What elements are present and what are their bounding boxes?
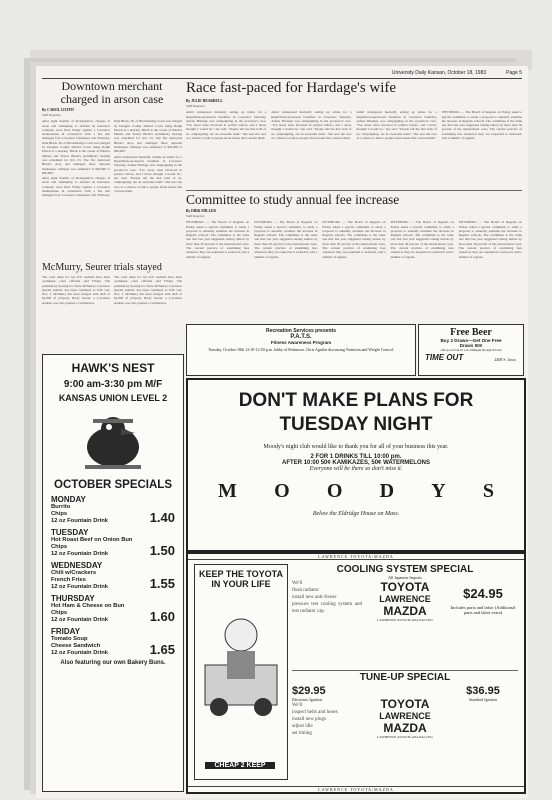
hardage-body: Amid widespread hurriedly setting up tables for a Republican-sponsored breakfast in Lawrence Saturday, Arlene Hardage was campaigning in the governor's race. "I've never been involved in politics before, and I never thought I would be," she said. "People tell me that both of us, campaigning, are an awesome team." She sees the race as a chance to talk to people about issues that concern them. (186, 110, 267, 141)
fee-body-5: PITTSBURG — The Board of Regents on Friday asked a special committee to study a proposal to annually examine the increase in Regents schools. The committee is the same one that last year suggested raising tuition by more than 30 percent of the instructional costs. The current practice of examining fees whenever they are requested is awkward, said a number of regents. (458, 220, 522, 259)
hawks-nest-hours: 9:00 am-3:30 pm M/F (63, 379, 163, 390)
special-price: 1.55 (149, 576, 175, 591)
special-item: 12 oz Fountain Drink (51, 584, 109, 590)
tuneup-address: LAWRENCE AUTO PLAZA 842-2191 (377, 735, 433, 739)
special-item: 12 oz Fountain Drink (51, 551, 109, 557)
specials-title: OCTOBER SPECIALS (54, 479, 172, 491)
cooling-item-3: pressure test cooling system and test radiator cap (292, 602, 362, 614)
arson-body-cont2: Amid widespread hurriedly setting up tables for a Republican-sponsored breakfast in Lawrence Saturday, Arlene Hardage was campaigning in the governor's race. "I've never been involved in politics before, and I never thought I would be," she said. "People tell me that both of us, campaigning, are an awesome team." She sees the race as a chance to talk to people about issues that concern them. (114, 154, 182, 194)
special-day-wednesday (51, 561, 175, 591)
recreation-subtitle: P.A.T.S. (290, 334, 312, 340)
cooling-note: Includes parts and labor (Additional parts and labor extra) (450, 605, 516, 615)
free-beer-ad (418, 324, 524, 376)
tuneup-item-2: install new plugs (292, 717, 326, 722)
cooling-section (292, 564, 518, 668)
special-item: 12 oz Fountain Drink (51, 518, 109, 524)
arson-role: Staff Reporter (42, 113, 61, 117)
moodys-letter: D (379, 480, 395, 502)
arson-body: After eight months of investigation, charges of arson and attempting to defraud an insurance company were filed Friday against a Lawrence businessman in connection with a fire that damaged four Lawrence businesses last February. Dale Black, 36, of Breckinridge Court was charged by Douglas County District Court Judge Ralph Elwell at a hearing. Black is the owner of Black's Marine and Travel. Black's preliminary hearing was scheduled for Oct. 25. The fire destroyed Black's shop and damaged three adjacent businesses. Damage was estimated at $50,000 to $60,000. (42, 119, 110, 175)
arson-byline: By CAROL LICHTI (42, 108, 74, 112)
tuneup-item-0: We'll (292, 703, 303, 708)
special-item: Chili w/Crackers (51, 570, 97, 576)
hardage-role: Staff Reporter (186, 104, 205, 108)
moodys-letter: Y (431, 480, 446, 502)
arson-headline: Downtown merchant charged in arson case (60, 80, 164, 106)
special-item: Burrito (51, 504, 71, 510)
bird-illustration (63, 409, 163, 473)
tuneup-price-1-label: Electronic Ignition (292, 697, 323, 702)
arson-body-cont: After eight months of investigation, charges of arson and attempting to defraud an insurance company were filed Friday against a Lawrence businessman in connection with a fire that damaged four Lawrence businesses last February. Dale Black, 36, of Breckinridge Court was charged by Douglas County District Court Judge Ralph Elwell at a hearing. Black is the owner of Black's Marine and Travel. Black's preliminary hearing was scheduled for Oct. 25. The fire destroyed Black's shop and damaged three adjacent businesses. Damage was estimated at $50,000 to $60,000. (42, 119, 182, 198)
hardage-body-2: Amid widespread hurriedly setting up tables for a Republican-sponsored breakfast in Lawrence Saturday, Arlene Hardage was campaigning in the governor's race. "I've never been involved in politics before, and I never thought I would be," she said. "People tell me that both of us, campaigning, are an awesome team." She sees the race as a chance to talk to people about issues that concern them. (271, 110, 352, 141)
tuneup-item-3: adjust idle (292, 724, 313, 729)
tuneup-price-2: $36.95 (466, 685, 500, 697)
special-item: Cheese Sandwich (51, 643, 101, 649)
tuneup-price-2-label: Standard Ignition (469, 697, 497, 702)
special-day-monday (51, 495, 175, 525)
moodys-headline: DON'T MAKE PLANS FOR (238, 390, 474, 411)
hardage-headline: Race fast-paced for Hardage's wife (186, 80, 397, 96)
special-item: Hot Roast Beef on Onion Bun (51, 537, 133, 543)
moodys-footer: Below the Eldridge House on Mass. (312, 511, 400, 517)
tuneup-dealer-1: TOYOTA (380, 697, 430, 711)
special-day-thursday (51, 594, 175, 624)
recreation-ad (186, 324, 416, 376)
keep-toyota-caption: CHEAP 2 KEEP (205, 762, 275, 769)
mcmurry-body-2: The court dates for two KU students have been continued, court officials said Friday. The preliminary hearing for Steve McMurry, Lawrence special student, has been continued to 9:30 a.m. Nov. 1. McMurry has been charged with theft of $2,000 of property. Barry Seurer, a Lawrence student, was also granted a continuance. (114, 275, 182, 305)
moodys-headline-2: TUESDAY NIGHT (279, 414, 433, 435)
tuneup-item-4: set timing (292, 731, 312, 736)
fee-headline: Committee to study annual fee increase (186, 192, 400, 207)
cooling-price: $24.95 (463, 586, 503, 601)
specials-list (43, 495, 183, 657)
hardage-body-4: PITTSBURG — The Board of Regents on Friday asked a special committee to study a proposal to annually examine the increase in Regents schools. The committee is the same one that last year suggested raising tuition by more than 30 percent of the instructional costs. The current practice of examining fees whenever they are requested is awkward, said a number of regents. (441, 110, 522, 141)
cooling-list (292, 580, 362, 622)
special-price: 1.60 (149, 609, 175, 624)
special-day-label: FRIDAY (51, 627, 81, 636)
fee-byline: By DIRK MILLER (186, 209, 216, 213)
moodys-line3: AFTER 10:00 50¢ KAMIKAZES, 50¢ WATERMELONS (282, 460, 430, 466)
free-beer-line1: Buy 2 Draws—Get One Free (440, 338, 502, 343)
recreation-line: Fitness Awareness Program (270, 340, 332, 345)
hawks-nest-ad (42, 354, 184, 792)
paper-dateline: University Daily Kansan, October 18, 1983 (391, 70, 487, 76)
special-price: 1.65 (149, 642, 175, 657)
cooling-item-2: install new anti-freeze (292, 595, 337, 600)
newspaper-page (36, 66, 528, 798)
special-item: 12 oz Fountain Drink (51, 617, 109, 623)
special-item: Chips (51, 511, 68, 517)
hardage-body-3: Amid widespread hurriedly setting up tables for a Republican-sponsored breakfast in Lawrence Saturday, Arlene Hardage was campaigning in the governor's race. "I've never been involved in politics before, and I never thought I would be," she said. "People tell me that both of us, campaigning, are an awesome team." She sees the race as a chance to talk to people about issues that concern them. (356, 110, 437, 141)
special-day-label: TUESDAY (51, 528, 89, 537)
fee-article (186, 192, 522, 322)
cooling-dealer-3: MAZDA (383, 604, 427, 618)
free-beer-title: Free Beer (450, 327, 492, 338)
hawks-nest-footer: Also featuring our own Bakery Buns. (60, 660, 166, 666)
hawks-nest-title: HAWK'S NEST (71, 361, 155, 375)
moodys-logo (218, 480, 494, 503)
fee-body: PITTSBURG — The Board of Regents on Friday asked a special committee to study a proposal to annually examine the increase in Regents schools. The committee is the same one that last year suggested raising tuition by more than 30 percent of the instructional costs. The current practice of examining fees whenever they are requested is awkward, said a number of regents. (186, 220, 250, 259)
moodys-letter: S (482, 480, 494, 502)
cooling-dealer-1: TOYOTA (380, 580, 430, 594)
cooling-dealer (367, 580, 443, 622)
moodys-letter: O (326, 480, 343, 502)
toyota-banner-bottom: LAWRENCE TOYOTA/MAZDA (188, 786, 524, 792)
mechanic-illustration (197, 595, 285, 735)
special-price: 1.40 (149, 510, 175, 525)
cooling-subtitle: All Japanese Imports (388, 575, 422, 580)
cooling-dealer-2: LAWRENCE (379, 594, 431, 604)
mcmurry-body: The court dates for two KU students have been continued, court officials said Friday. The preliminary hearing for Steve McMurry, Lawrence special student, has been continued to 9:30 a.m. Nov. 1. McMurry has been charged with theft of $2,000 of property. Barry Seurer, a Lawrence student, was also granted a continuance. (42, 275, 110, 305)
recreation-title: Recreation Services presents (265, 328, 337, 334)
fee-body-4: PITTSBURG — The Board of Regents on Friday asked a special committee to study a proposal to annually examine the increase in Regents schools. The committee is the same one that last year suggested raising tuition by more than 30 percent of the instructional costs. The current practice of examining fees whenever they are requested is awkward, said a number of regents. (390, 220, 454, 259)
jayhawk-icon (63, 409, 163, 473)
special-item: Hot Ham & Cheese on Bun (51, 603, 125, 609)
recreation-detail: Tuesday, October 18th 12:10-12:50 p.m. lobby of Robinson. Chris Aguilar discussing Nutrition and Weight Control. (208, 347, 394, 352)
tuneup-dealer-2: LAWRENCE (379, 711, 431, 721)
special-day-friday (51, 627, 175, 657)
fee-role: Staff Reporter (186, 214, 205, 218)
toyota-ad (186, 552, 526, 794)
special-day-label: MONDAY (51, 495, 86, 504)
toyota-banner-top: LAWRENCE TOYOTA/MAZDA (188, 554, 524, 560)
special-day-label: WEDNESDAY (51, 561, 103, 570)
special-item: French Fries (51, 577, 86, 583)
moodys-line2: 2 FOR 1 DRINKS TILL 10:00 pm. (310, 454, 402, 460)
moodys-line1: Moody's night club would like to thank you for all of your business this year. (263, 444, 449, 450)
cooling-item-1: flush radiator (292, 588, 319, 593)
hardage-article (186, 80, 522, 188)
time-out-logo: TIME OUT (425, 353, 464, 362)
fee-body-3: PITTSBURG — The Board of Regents on Friday asked a special committee to study a proposal to annually examine the increase in Regents schools. The committee is the same one that last year suggested raising tuition by more than 30 percent of the instructional costs. The current practice of examining fees whenever they are requested is awkward, said a number of regents. (322, 220, 386, 259)
moodys-line4: Everyone will be there so don't miss it. (309, 466, 403, 472)
free-beer-line2: Draws 50¢ (459, 343, 483, 348)
moodys-ad (186, 378, 526, 552)
tuneup-section (292, 672, 518, 782)
tuneup-dealer-3: MAZDA (383, 721, 427, 735)
special-day-label: THURSDAY (51, 594, 95, 603)
fee-body-2: PITTSBURG — The Board of Regents on Friday asked a special committee to study a proposal to annually examine the increase in Regents schools. The committee is the same one that last year suggested raising tuition by more than 30 percent of the instructional costs. The current practice of examining fees whenever they are requested is awkward, said a number of regents. (254, 220, 318, 259)
cooling-item-0: We'll (292, 581, 303, 586)
page-number: Page 5 (506, 70, 522, 76)
special-item: Tomato Soup (51, 636, 88, 642)
special-day-tuesday (51, 528, 175, 558)
hardage-byline: By JULIE HEARRELL (186, 99, 223, 103)
mcmurry-article (42, 262, 182, 348)
time-out-address: 2408 S. Iowa (494, 357, 516, 362)
tuneup-price-1: $29.95 (292, 685, 326, 697)
tuneup-dealer (367, 685, 443, 739)
special-item: Chips (51, 544, 68, 550)
page-header (42, 70, 522, 79)
tuneup-left (292, 685, 362, 739)
special-price: 1.50 (149, 543, 175, 558)
cooling-address: LAWRENCE AUTO PLAZA 842-2191 (377, 618, 433, 622)
keep-toyota-title: KEEP THE TOYOTA IN YOUR LIFE (198, 569, 283, 589)
arson-article (42, 80, 182, 258)
special-item: Chips (51, 610, 68, 616)
tuneup-item-1: inspect belts and hoses (292, 710, 338, 715)
tuneup-title: TUNE-UP SPECIAL (359, 672, 451, 683)
cooling-title: COOLING SYSTEM SPECIAL (336, 564, 474, 575)
hawks-nest-place: KANSAS UNION LEVEL 2 (58, 393, 168, 403)
free-beer-line3: offer good from 10 a.m.-Midnight through October (440, 348, 502, 352)
moodys-letter: O (274, 480, 290, 502)
special-item: 12 oz Fountain Drink (51, 650, 109, 656)
moodys-letter: M (218, 480, 237, 502)
keep-toyota-panel (194, 564, 288, 780)
mcmurry-headline: McMurry, Seurer trials stayed (42, 262, 162, 273)
